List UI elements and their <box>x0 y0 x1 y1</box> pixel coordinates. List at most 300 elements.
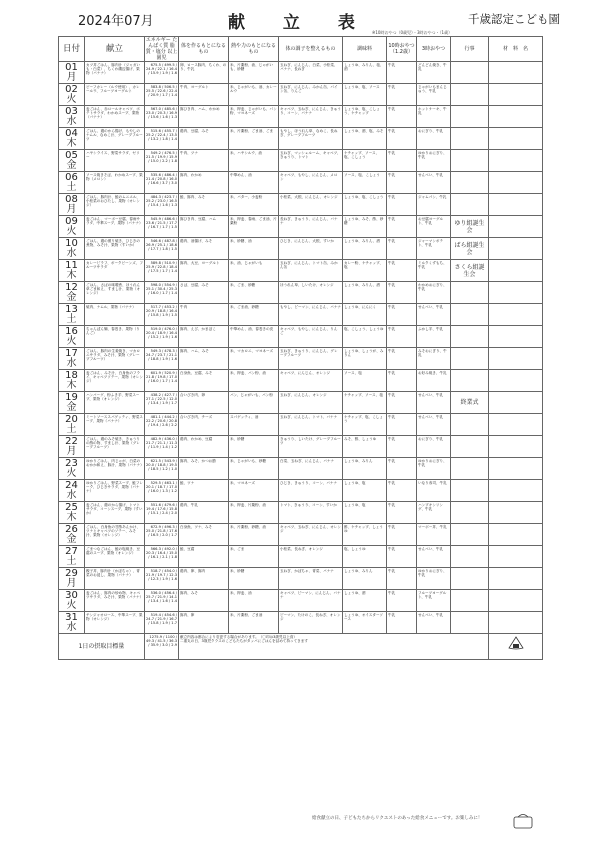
date-cell <box>59 106 85 128</box>
red-foods-cell: 鶏肉、油揚げ、みそ <box>179 238 229 260</box>
green-foods-cell: きゅうり、しいたけ、グレープフルーツ <box>279 436 343 458</box>
summary-note-2: 二重丸の日、3歳児クラスのこどもたちがタッパにごはんを詰めて持ってきます <box>180 638 308 643</box>
yellow-foods-cell: 米、ハヤシルウ、油 <box>229 150 279 172</box>
table-row <box>59 612 543 634</box>
day-number: 30 <box>65 589 78 601</box>
seasoning-cell: ケチャップ、塩、こしょう <box>343 414 387 436</box>
green-foods-cell: キャベツ、もやし、にんじん、りんご <box>279 326 343 348</box>
snack3-cell: みそおにぎり、牛乳 <box>417 348 451 370</box>
green-foods-cell: 玉ねぎ、かぼちゃ、青菜、バナナ <box>279 568 343 590</box>
yellow-foods-cell: 米、じゃがいも、砂糖 <box>229 458 279 480</box>
table-row <box>59 370 543 392</box>
nutrition-cell: 621.5 / 543.9 / 20.0 / 18.8 / 19.5 / 18.5 / 1.2 / 1.0 <box>145 458 179 480</box>
seasoning-cell: しょうゆ、みりん、塩、酒 <box>343 62 387 84</box>
weekday: 金 <box>66 159 77 171</box>
col-snack10: 10時おやつ（1.2歳） <box>387 37 417 62</box>
yellow-foods-cell: 米、押麦、パン粉、油 <box>229 370 279 392</box>
table-header-row <box>59 37 543 62</box>
nutrition-cell: 518.7 / 454.0 / 21.9 / 19.7 / 12.3 / 12.3 / 1.9 / 1.6 <box>145 568 179 590</box>
seasoning-cell: しょうゆ、みりん <box>343 458 387 480</box>
yellow-foods-cell: 米、じゃがいも、油、カレールウ <box>229 84 279 106</box>
weekday: 月 <box>66 203 77 215</box>
snack3-cell: せんべい、牛乳 <box>417 172 451 194</box>
nutrition-cell: 481.1 / 444.2 / 22.2 / 20.6 / 20.8 / 19.4 / 2.6 / 2.2 <box>145 414 179 436</box>
menu-cell: ゆかりごはん、肉じゃが、白菜のおかか和え、豚汁、果物（バナナ） <box>85 458 145 480</box>
date-cell <box>59 436 85 458</box>
col-menu: 献立 <box>85 37 145 62</box>
event-cell: さくら組誕生会 <box>451 260 489 282</box>
green-foods-cell: 玉ねぎ、にんじん、みかん缶、パイン缶、りんご <box>279 84 343 106</box>
event-cell <box>451 524 489 546</box>
summary-note-1: 献立内容は都合により変更する場合があります。（〇印は3歳児以上食） <box>180 634 297 639</box>
weekday: 土 <box>66 555 77 567</box>
yellow-foods-cell: 米、押麦、片栗粉、油 <box>229 502 279 524</box>
green-foods-cell: 玉ねぎ、にんじん、トマト、バナナ <box>279 414 343 436</box>
date-cell <box>59 282 85 304</box>
summary-notes <box>179 634 489 660</box>
weekday: 火 <box>66 225 77 237</box>
menu-cell: 麦ごはん、赤ロールキャベツ、ポテトサラダ、わかめスープ、果物（バナナ） <box>85 106 145 128</box>
snack3-cell: お好み焼き、牛乳 <box>417 370 451 392</box>
snack3-cell: マーボー丼、牛乳 <box>417 524 451 546</box>
event-cell <box>451 348 489 370</box>
onigiri-icon <box>508 636 524 650</box>
table-row <box>59 128 543 150</box>
weekday: 木 <box>66 379 77 391</box>
weekday: 土 <box>66 423 77 435</box>
materials-cell <box>489 150 543 172</box>
col-date: 日付 <box>59 37 85 62</box>
yellow-foods-cell: 米、押麦、じゃがいも、パン粉、マヨネーズ <box>229 106 279 128</box>
table-row <box>59 238 543 260</box>
snack3-cell: お豆腐ヨーグルト、牛乳 <box>417 216 451 238</box>
green-foods-cell: 小松菜、長ねぎ、オレンジ <box>279 546 343 568</box>
materials-cell <box>489 590 543 612</box>
green-foods-cell: キャベツ、玉ねぎ、にんじん、きゅうり、コーン、バナナ <box>279 106 343 128</box>
nutrition-cell: 519.4 / 454.6 / 24.7 / 21.9 / 16.7 / 15.8 / 1.9 / 1.7 <box>145 612 179 634</box>
snack10-cell: 牛乳 <box>387 392 417 414</box>
seasoning-cell: しょうゆ、みそ、酢、砂糖 <box>343 216 387 238</box>
red-foods-cell: 豚肉、えび、かまぼこ <box>179 326 229 348</box>
table-row <box>59 172 543 194</box>
green-foods-cell: 玉ねぎ、マッシュルーム、キャベツ、きゅうり、トマト <box>279 150 343 172</box>
snack10-cell: 牛乳 <box>387 282 417 304</box>
col-snack3: 3時おやつ <box>417 37 451 62</box>
date-cell <box>59 590 85 612</box>
snack3-cell: せんべい、牛乳 <box>417 414 451 436</box>
materials-cell <box>489 502 543 524</box>
yellow-foods-cell: 米、砂糖 <box>229 436 279 458</box>
snack10-cell: 牛乳 <box>387 502 417 524</box>
yellow-foods-cell: 米、砂糖 <box>229 568 279 590</box>
date-cell <box>59 502 85 524</box>
col-yellow: 熱や力のもとになるもの <box>229 37 279 62</box>
event-cell <box>451 128 489 150</box>
red-foods-cell: 鮭、豚肉、みそ <box>179 194 229 216</box>
red-foods-cell: 豚肉、大豆、ヨーグルト <box>179 260 229 282</box>
snack10-cell: 牛乳 <box>387 238 417 260</box>
snack3-cell: せんべい、牛乳 <box>417 304 451 326</box>
red-foods-cell: 白身魚、ツナ、みそ <box>179 524 229 546</box>
seasoning-cell: しょうゆ、塩 <box>343 502 387 524</box>
menu-cell: 親子丼、豚肉汁（かぼちゃ）、青菜のお浸し、果物（バナナ） <box>85 568 145 590</box>
col-nutrition: エネルギー たんぱく質 脂質・塩分 以上園児 <box>145 37 178 61</box>
table-row <box>59 150 543 172</box>
materials-cell <box>489 546 543 568</box>
day-number: 22 <box>65 435 78 447</box>
menu-cell: ごはん、豚肉汁、鮭のムニエル、小松菜のおひたし、果物（オレンジ） <box>85 194 145 216</box>
seasoning-cell: ソース、塩 <box>343 370 387 392</box>
snack3-cell: わかめおにぎり、牛乳 <box>417 282 451 304</box>
green-foods-cell: 玉ねぎ、きゅうり、にんじん、グレープフルーツ <box>279 348 343 370</box>
menu-cell: ごはん、鶏の照り焼き、ひじきの煮物、みそ汁、果物（すいか） <box>85 238 145 260</box>
table-row <box>59 62 543 84</box>
seasoning-cell: しょうゆ、塩、こしょう、ケチャップ <box>343 106 387 128</box>
event-cell <box>451 436 489 458</box>
date-cell <box>59 370 85 392</box>
event-cell: 終業式 <box>451 392 489 414</box>
nutrition-cell: 482.9 / 436.0 / 21.7 / 21.1 / 11.3 / 11.9 / 1.4 / 1.2 <box>145 436 179 458</box>
event-cell <box>451 304 489 326</box>
col-materials: 材 料 名 <box>489 37 543 62</box>
yellow-foods-cell: 米、片栗粉、ごま油 <box>229 612 279 634</box>
yellow-foods-cell: 米、油、じゃがいも <box>229 260 279 282</box>
seasoning-cell: しょうゆ、オイスターソース <box>343 612 387 634</box>
event-cell <box>451 150 489 172</box>
snack3-cell: おにぎり、牛乳 <box>417 128 451 150</box>
weekday: 木 <box>66 511 77 523</box>
event-cell <box>451 568 489 590</box>
menu-cell: チンジャオロース、中華スープ、果物（オレンジ） <box>85 612 145 634</box>
snack3-cell: ふかし芋、牛乳 <box>417 326 451 348</box>
weekday: 月 <box>66 445 77 457</box>
weekday: 木 <box>66 269 77 281</box>
materials-cell <box>489 458 543 480</box>
day-number: 26 <box>65 523 78 535</box>
date-cell <box>59 238 85 260</box>
date-cell <box>59 524 85 546</box>
table-row <box>59 194 543 216</box>
summary-nutrition: 1275.9 / 1100 / 49.3 / 41.5 / 36.3 / 35.9 / 3.0 / 2.9 <box>145 634 179 660</box>
nutrition-cell: 549.3 / 478.3 / 24.7 / 23.7 / 21.1 / 18.8 / 1.9 / 1.6 <box>145 348 179 370</box>
seasoning-cell: しょうゆ、しょうが、みりん <box>343 348 387 370</box>
snack10-cell: 牛乳 <box>387 612 417 634</box>
green-foods-cell: ピーマン、たけのこ、長ねぎ、オレンジ <box>279 612 343 634</box>
date-cell <box>59 62 85 84</box>
date-cell <box>59 128 85 150</box>
nutrition-cell: 589.8 / 510.9 / 25.9 / 22.8 / 18.4 / 17.5 / 1.7 / 1.4 <box>145 260 179 282</box>
table-row <box>59 546 543 568</box>
day-number: 23 <box>65 457 78 469</box>
yellow-foods-cell: 米、マヨネーズ <box>229 480 279 502</box>
menu-cell: ハンバーグ、粉ふき芋、野菜スープ、果物（オレンジ） <box>85 392 145 414</box>
seasoning-cell: ソース、塩、こしょう <box>343 172 387 194</box>
nutrition-cell: 484.3 / 423.7 / 25.2 / 23.0 / 16.5 / 15.4 / 1.6 / 1.3 <box>145 194 179 216</box>
day-number: 24 <box>65 479 78 491</box>
snack10-cell: 牛乳 <box>387 84 417 106</box>
green-foods-cell: ほうれん草、しいたけ、オレンジ <box>279 282 343 304</box>
snack10-cell: 牛乳 <box>387 524 417 546</box>
seasoning-cell: みそ、酢、しょうゆ <box>343 436 387 458</box>
snack10-cell: 牛乳 <box>387 458 417 480</box>
snack10-cell: 牛乳 <box>387 414 417 436</box>
yellow-foods-cell: 米、ごま油、砂糖 <box>229 304 279 326</box>
materials-cell <box>489 128 543 150</box>
date-cell <box>59 304 85 326</box>
snack3-cell: せんべい、牛乳 <box>417 392 451 414</box>
nutrition-cell: 672.9 / 496.3 / 25.0 / 21.8 / 17.6 / 16.5 / 2.0 / 1.7 <box>145 524 179 546</box>
red-foods-cell: 鶏肉、豆腐、みそ <box>179 128 229 150</box>
snack10-cell: 牛乳 <box>387 348 417 370</box>
table-row <box>59 458 543 480</box>
yellow-foods-cell: 米、砂糖、油 <box>229 238 279 260</box>
menu-cell: ごはん、白身魚の甘酢あんかけ、ツナとキャベツのソテー、みそ汁、果物（オレンジ） <box>85 524 145 546</box>
event-cell <box>451 370 489 392</box>
menu-cell: 焼肉、ナムル、果物（バナナ） <box>85 304 145 326</box>
seasoning-cell: しょうゆ、にんにく <box>343 304 387 326</box>
table-row <box>59 282 543 304</box>
green-foods-cell: 長ねぎ、きゅうり、にんじん、バナナ <box>279 216 343 238</box>
menu-cell: 麦ごはん、マーボー豆腐、春雨サラダ、中華スープ、果物（バナナ） <box>85 216 145 238</box>
green-foods-cell: もやし、ピーマン、にんじん、バナナ <box>279 304 343 326</box>
snack10-cell: 牛乳 <box>387 304 417 326</box>
red-foods-cell: 白身魚、豆腐、みそ <box>179 370 229 392</box>
yellow-foods-cell: 中華めん、油 <box>229 172 279 194</box>
menu-table <box>58 36 543 660</box>
table-row <box>59 502 543 524</box>
lunchbox-icon <box>512 812 534 830</box>
menu-cell: ちゃんぽん麺、春巻き、果物（りんご） <box>85 326 145 348</box>
seasoning-cell: しょうゆ、酒 <box>343 590 387 612</box>
seasoning-cell: カレー粉、ケチャップ、塩 <box>343 260 387 282</box>
event-cell <box>451 326 489 348</box>
yellow-foods-cell: スパゲッティ、油 <box>229 414 279 436</box>
weekday: 水 <box>66 115 77 127</box>
yellow-foods-cell: 米、ごま、砂糖 <box>229 282 279 304</box>
day-number: 31 <box>65 611 78 623</box>
weekday: 木 <box>66 137 77 149</box>
nutrition-cell: 601.9 / 520.9 / 21.8 / 19.8 / 17.0 / 16.0 / 1.7 / 1.4 <box>145 370 179 392</box>
summary-row <box>59 634 543 660</box>
col-seasoning: 調味料 <box>343 37 387 62</box>
page-header <box>0 8 600 35</box>
green-foods-cell: トマト、きゅうり、コーン、すいか <box>279 502 343 524</box>
summary-label: 1日の摂取目標量 <box>59 634 145 660</box>
table-row <box>59 326 543 348</box>
date-cell <box>59 392 85 414</box>
green-foods-cell: もやし、ほうれん草、なめこ、長ねぎ、グレープフルーツ <box>279 128 343 150</box>
menu-cell: カレーピラフ、ポークビーンズ、フルーツサラダ <box>85 260 145 282</box>
materials-cell <box>489 304 543 326</box>
red-foods-cell: 牛肉、ツナ <box>179 150 229 172</box>
red-foods-cell: 豚肉、ハム、みそ <box>179 348 229 370</box>
day-number: 20 <box>65 413 78 425</box>
event-cell <box>451 172 489 194</box>
nutrition-cell: 566.3 / 492.0 / 20.3 / 16.4 / 15.0 / 16.1 / 2.1 / 1.8 <box>145 546 179 568</box>
yellow-foods-cell: 米、マカロニ、マヨネーズ <box>229 348 279 370</box>
green-foods-cell: 玉ねぎ、にんじん、トマト缶、みかん缶 <box>279 260 343 282</box>
weekday: 金 <box>66 533 77 545</box>
snack10-cell: 牛乳 <box>387 106 417 128</box>
red-foods-cell: 鮭、豆腐 <box>179 546 229 568</box>
seasoning-cell: しょうゆ、みりん、酒 <box>343 238 387 260</box>
day-number: 27 <box>65 545 78 557</box>
snack3-cell: ジャーマンポテト、牛乳 <box>417 238 451 260</box>
day-number: 17 <box>65 347 78 359</box>
snack10-cell: 牛乳 <box>387 62 417 84</box>
menu-cell: ごまつなごはん、鮭の塩焼き、豆腐のスープ、果物（オレンジ） <box>85 546 145 568</box>
snack3-cell: ゆかりおにぎり、牛乳 <box>417 458 451 480</box>
date-cell <box>59 150 85 172</box>
materials-cell <box>489 260 543 282</box>
menu-cell: ゆかりごはん、野菜スープ、鮭フレーク、ひじきサラダ、果物（バナナ） <box>85 480 145 502</box>
menu-month: 2024年07月 <box>78 14 154 29</box>
table-row <box>59 524 543 546</box>
red-foods-cell: 鶏肉、卵、豚肉 <box>179 568 229 590</box>
materials-cell <box>489 172 543 194</box>
green-foods-cell: キャベツ、にんじん、オレンジ <box>279 370 343 392</box>
red-foods-cell: 鮭、ツナ <box>179 480 229 502</box>
table-row <box>59 480 543 502</box>
materials-cell <box>489 238 543 260</box>
materials-cell <box>489 84 543 106</box>
materials-cell <box>489 612 543 634</box>
event-cell: ばら組誕生会 <box>451 238 489 260</box>
weekday: 土 <box>66 313 77 325</box>
weekday: 月 <box>66 577 77 589</box>
seasoning-cell: ケチャップ、ソース、塩、こしょう <box>343 150 387 172</box>
table-row <box>59 414 543 436</box>
snack3-cell: ホットケーキ、牛乳 <box>417 106 451 128</box>
date-cell <box>59 480 85 502</box>
materials-cell <box>489 216 543 238</box>
event-cell <box>451 458 489 480</box>
materials-cell <box>489 62 543 84</box>
snack10-cell: 牛乳 <box>387 172 417 194</box>
day-number: 18 <box>65 369 78 381</box>
red-foods-cell: 豚ひき肉、豆腐、ハム <box>179 216 229 238</box>
date-cell <box>59 348 85 370</box>
yellow-foods-cell: 米、片栗粉、砂糖、油 <box>229 524 279 546</box>
day-number: 02 <box>65 83 78 95</box>
menu-cell: 麦ごはん、豚肉の炒め物、キャベツサラダ、みそ汁、果物（バナナ） <box>85 590 145 612</box>
date-cell <box>59 612 85 634</box>
green-foods-cell: キャベツ、玉ねぎ、にんじん、オレンジ <box>279 524 343 546</box>
date-cell <box>59 414 85 436</box>
day-number: 16 <box>65 325 78 337</box>
yellow-foods-cell: 米、バター、小麦粉 <box>229 194 279 216</box>
yellow-foods-cell: 中華めん、油、春巻きの皮 <box>229 326 279 348</box>
menu-cell: ビーフカレー（ルウ使用）、カレールウ、フルーツヨーグルト <box>85 84 145 106</box>
day-number: 09 <box>65 215 78 227</box>
day-number: 05 <box>65 149 78 161</box>
green-foods-cell: ひじき、きゅうり、コーン、バナナ <box>279 480 343 502</box>
red-foods-cell: 豚肉、卵 <box>179 612 229 634</box>
materials-cell <box>489 436 543 458</box>
seasoning-cell: ケチャップ、ソース、塩 <box>343 392 387 414</box>
date-cell <box>59 194 85 216</box>
date-cell <box>59 458 85 480</box>
weekday: 月 <box>66 71 77 83</box>
materials-cell <box>489 194 543 216</box>
menu-cell: ごはん、豚肉の生姜焼き、マカロニサラダ、みそ汁、果物（グレープフルーツ） <box>85 348 145 370</box>
snack10-cell: 牛乳 <box>387 150 417 172</box>
weekday: 火 <box>66 335 77 347</box>
nutrition-cell: 551.6 / 479.6 / 19.4 / 17.6 / 15.8 / 15.1 / 2.4 / 2.0 <box>145 502 179 524</box>
col-red: 体を作るもとになるもの <box>179 37 229 62</box>
table-row <box>59 348 543 370</box>
date-cell <box>59 260 85 282</box>
seasoning-cell: 塩、こしょう、しょうゆ <box>343 326 387 348</box>
nutrition-cell: 438.2 / 427.7 / 27.1 / 22.5 / 12.0 / 13.4 / 1.9 / 1.7 <box>145 392 179 414</box>
footer-note: 給食献立の日、子どもたちからリクエストのあった給食メニューです。お楽しみに！ <box>312 816 483 821</box>
weekday: 火 <box>66 93 77 105</box>
snack10-cell: 牛乳 <box>387 436 417 458</box>
day-number: 11 <box>65 259 78 271</box>
red-foods-cell: 牛肉 <box>179 304 229 326</box>
snack3-cell: いなり寿司、牛乳 <box>417 480 451 502</box>
nutrition-cell: 549.2 / 476.5 / 21.5 / 19.9 / 15.9 / 15.0 / 2.2 / 1.8 <box>145 150 179 172</box>
day-number: 29 <box>65 567 78 579</box>
snack3-cell: ゆかりおにぎり、牛乳 <box>417 568 451 590</box>
snack3-cell: ハンプキンリング、牛乳 <box>417 502 451 524</box>
nutrition-cell: 583.8 / 506.5 / 25.5 / 22.6 / 22.4 / 20.9 / 1.7 / 1.4 <box>145 84 179 106</box>
seasoning-cell: しょうゆ、塩 <box>343 480 387 502</box>
date-cell <box>59 546 85 568</box>
menu-cell: 麦ごはん、みそ汁、白身魚のフライ、キャベツソテー、果物（オレンジ） <box>85 370 145 392</box>
col-event: 行事 <box>451 37 489 62</box>
event-cell <box>451 194 489 216</box>
event-cell <box>451 84 489 106</box>
nutrition-cell: 536.0 / 456.4 / 25.7 / 21.9 / 14.1 / 13.4 / 1.6 / 1.4 <box>145 590 179 612</box>
page-title: 献 立 表 <box>228 13 371 33</box>
weekday: 金 <box>66 291 77 303</box>
menu-cell: 麦ごはん、鶏のから揚げ、トマトサラダ、コーンスープ、果物（すいか） <box>85 502 145 524</box>
menu-cell: ソース焼きそば、わかめスープ、果物（メロン） <box>85 172 145 194</box>
snack3-cell: どんどん焼き、牛乳 <box>417 62 451 84</box>
date-cell <box>59 216 85 238</box>
seasoning-cell: 酢、ケチャップ、しょうゆ <box>343 524 387 546</box>
weekday: 水 <box>66 357 77 369</box>
day-number: 03 <box>65 105 78 117</box>
menu-cell: ミートソーススパゲッティ、野菜スープ、果物（バナナ） <box>85 414 145 436</box>
seasoning-cell: しょうゆ、塩、こしょう <box>343 194 387 216</box>
red-foods-cell: 合いびき肉、チーズ <box>179 414 229 436</box>
yellow-foods-cell: 米、押麦、油 <box>229 590 279 612</box>
red-foods-cell: 鶏肉、わかめ、豆腐 <box>179 436 229 458</box>
date-cell <box>59 568 85 590</box>
event-cell <box>451 282 489 304</box>
table-row <box>59 106 543 128</box>
yellow-foods-cell: 米、押麦、春雨、ごま油、片栗粉 <box>229 216 279 238</box>
red-foods-cell: さば、豆腐、みそ <box>179 282 229 304</box>
materials-cell <box>489 370 543 392</box>
materials-cell <box>489 282 543 304</box>
snack10-cell: 牛乳 <box>387 370 417 392</box>
red-foods-cell: 牛肉、ヨーグルト <box>179 84 229 106</box>
red-foods-cell: 合いびき肉、卵 <box>179 392 229 414</box>
event-cell: ゆり組誕生会 <box>451 216 489 238</box>
table-row <box>59 590 543 612</box>
materials-cell <box>489 568 543 590</box>
menu-cell: ごはん、鶏のから揚げ、もやしのナムル、なめこ汁、グレープフルーツ <box>85 128 145 150</box>
day-number: 25 <box>65 501 78 513</box>
snack10-cell: 牛乳 <box>387 480 417 502</box>
red-foods-cell: 豚肉、みそ <box>179 590 229 612</box>
weekday: 水 <box>66 621 77 633</box>
red-foods-cell: 鶏肉、牛乳 <box>179 502 229 524</box>
menu-cell: ハヤシライス、野菜サラダ、ゼリー <box>85 150 145 172</box>
